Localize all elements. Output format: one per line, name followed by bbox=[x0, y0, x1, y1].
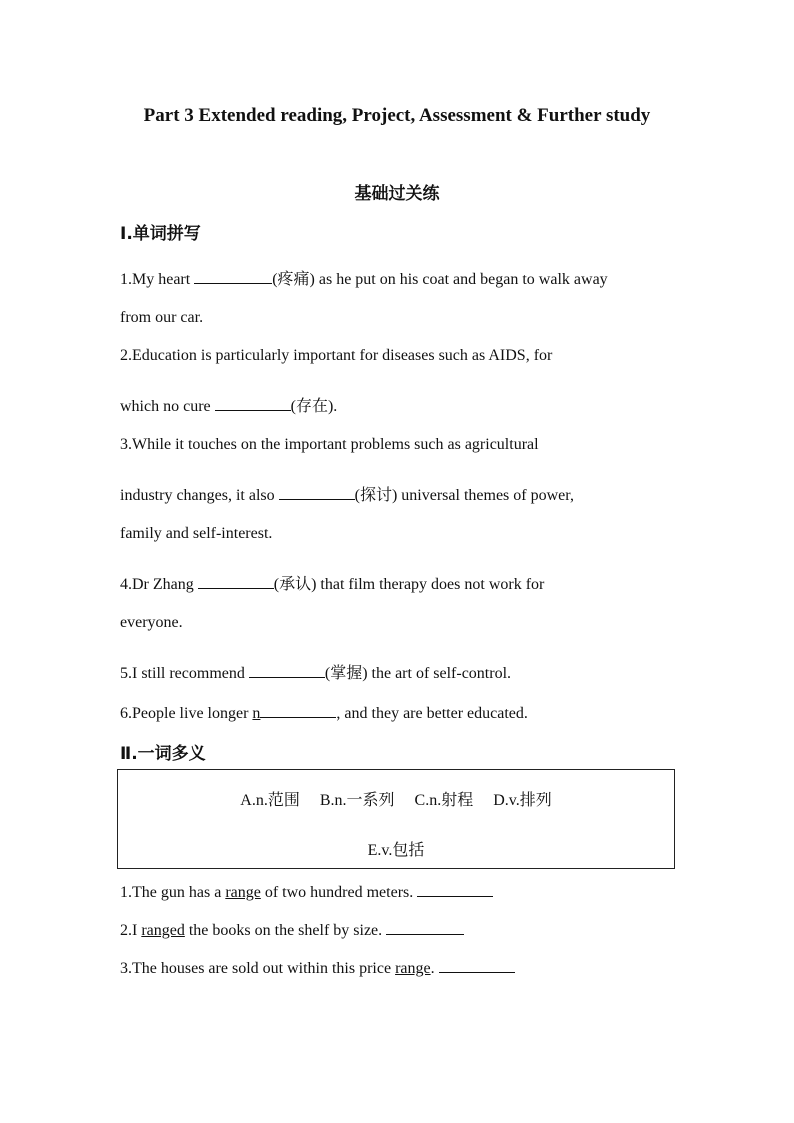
item-text: of two hundred meters. bbox=[260, 884, 418, 901]
answer-blank[interactable] bbox=[260, 703, 336, 718]
item-text: (存在). bbox=[290, 398, 338, 415]
spelling-item-3-cont2: family and self-interest. bbox=[120, 525, 273, 542]
spelling-item-4 bbox=[120, 571, 544, 594]
options-row-1 bbox=[118, 787, 674, 810]
page-subtitle: 基础过关练 bbox=[354, 184, 440, 204]
answer-blank[interactable] bbox=[417, 882, 493, 897]
spelling-item-2-cont bbox=[120, 393, 337, 416]
spelling-item-3-cont bbox=[120, 482, 574, 505]
spelling-item-6 bbox=[120, 703, 528, 723]
option-b: B.n.一系列 bbox=[319, 792, 395, 809]
item-text: , and they are better educated. bbox=[336, 705, 528, 722]
target-word: range bbox=[225, 884, 261, 901]
page-title: Part 3 Extended reading, Project, Assessment & Further study bbox=[143, 105, 651, 126]
item-text: 6.People live longer bbox=[120, 705, 253, 722]
item-text: (承认) that film therapy does not work for bbox=[273, 576, 545, 593]
section-heading-spelling: Ⅰ.单词拼写 bbox=[120, 224, 201, 244]
item-text: (探讨) universal themes of power, bbox=[354, 487, 574, 504]
spelling-item-1 bbox=[120, 266, 608, 289]
answer-blank[interactable] bbox=[279, 485, 355, 500]
item-text: (疼痛) as he put on his coat and began to walk away bbox=[272, 271, 608, 288]
item-text: which no cure bbox=[120, 398, 215, 415]
target-word: range bbox=[395, 960, 431, 977]
answer-letter-hint: n bbox=[252, 705, 261, 722]
item-text: 4.Dr Zhang bbox=[120, 576, 198, 593]
spelling-item-3: 3.While it touches on the important problems such as agricultural bbox=[120, 436, 539, 453]
spelling-item-5 bbox=[120, 660, 511, 683]
item-text: 1.My heart bbox=[120, 271, 195, 288]
option-e: E.v.包括 bbox=[367, 842, 425, 859]
polysemy-item-3 bbox=[120, 958, 515, 978]
answer-blank[interactable] bbox=[194, 269, 272, 284]
item-text: industry changes, it also bbox=[120, 487, 279, 504]
spelling-item-4-cont: everyone. bbox=[120, 614, 183, 631]
answer-blank[interactable] bbox=[386, 920, 464, 935]
item-text: 3.The houses are sold out within this price bbox=[120, 960, 396, 977]
option-a: A.n.范围 bbox=[240, 792, 300, 809]
options-row-2 bbox=[118, 837, 674, 860]
answer-blank[interactable] bbox=[198, 574, 274, 589]
answer-blank[interactable] bbox=[439, 958, 515, 973]
item-text: 1.The gun has a bbox=[120, 884, 226, 901]
options-box bbox=[117, 769, 675, 869]
polysemy-item-2 bbox=[120, 920, 464, 940]
target-word: ranged bbox=[141, 922, 185, 939]
item-text: 5.I still recommend bbox=[120, 665, 249, 682]
option-c: C.n.射程 bbox=[414, 792, 474, 809]
polysemy-item-1 bbox=[120, 882, 493, 902]
spelling-item-2: 2.Education is particularly important for diseases such as AIDS, for bbox=[120, 347, 553, 364]
item-text: . bbox=[430, 960, 439, 977]
section-heading-polysemy: Ⅱ.一词多义 bbox=[120, 744, 206, 764]
item-text: the books on the shelf by size. bbox=[184, 922, 387, 939]
answer-blank[interactable] bbox=[215, 396, 291, 411]
item-text: 2.I bbox=[120, 922, 142, 939]
option-d: D.v.排列 bbox=[493, 792, 552, 809]
spelling-item-1-cont: from our car. bbox=[120, 309, 204, 326]
answer-blank[interactable] bbox=[249, 663, 325, 678]
item-text: (掌握) the art of self-control. bbox=[324, 665, 512, 682]
